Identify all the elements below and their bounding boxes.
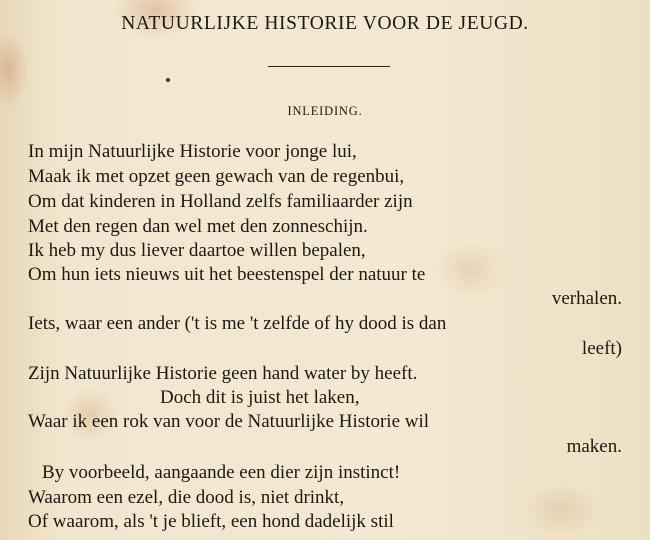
poem-line-indented: By voorbeeld, aangaande een dier zijn instinct! — [42, 462, 401, 483]
poem-line: Met den regen dan wel met den zonneschijn. — [28, 216, 368, 237]
poem-line: Waarom een ezel, die dood is, niet drinkt, — [28, 487, 345, 508]
section-heading: INLEIDING. — [287, 104, 363, 118]
title-divider — [268, 66, 390, 67]
poem-line: Om dat kinderen in Holland zelfs familiaarder zijn — [28, 191, 413, 212]
ink-speck — [166, 78, 170, 82]
poem-line: Zijn Natuurlijke Historie geen hand water by heeft. — [28, 363, 418, 384]
poem-line: Maak ik met opzet geen gewach van de regenbui, — [28, 166, 405, 187]
poem-line: Ik heb my dus liever daartoe willen bepalen, — [28, 240, 366, 261]
poem-line-continuation: maken. — [566, 436, 622, 457]
poem-line-continuation: verhalen. — [551, 288, 622, 309]
poem-line: Waar ik een rok van voor de Natuurlijke Historie wil — [28, 411, 430, 432]
poem-line: In mijn Natuurlijke Historie voor jonge lui, — [28, 141, 357, 162]
page-title: NATUURLIJKE HISTORIE VOOR DE JEUGD. — [121, 13, 529, 34]
poem-line-indented: Doch dit is juist het laken, — [160, 387, 360, 408]
poem-line: Of waarom, als 't je blieft, een hond dadelijk stil — [28, 511, 394, 532]
poem-line: Om hun iets nieuws uit het beestenspel der natuur te — [28, 264, 426, 285]
poem-line: Iets, waar een ander ('t is me 't zelfde of hy dood is dan — [28, 313, 447, 334]
poem-line-continuation: leeft) — [581, 338, 622, 359]
